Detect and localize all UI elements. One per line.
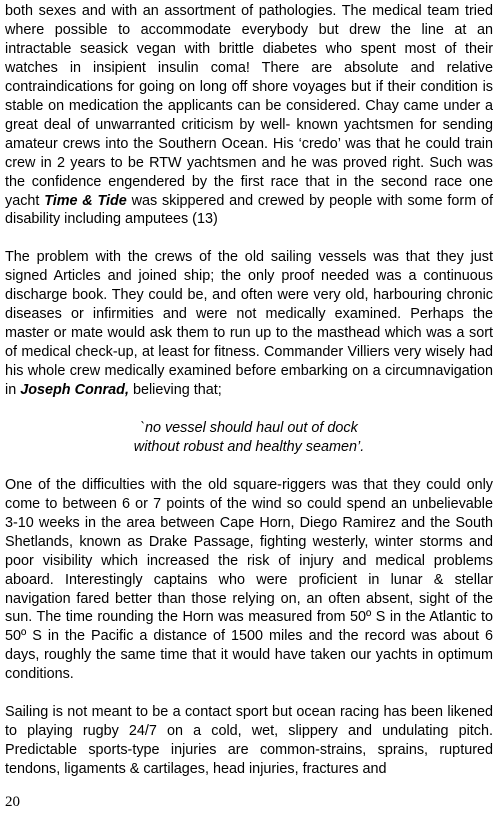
paragraph-crew-selection [5,2,493,229]
page-number: 20 [5,794,20,810]
paragraph-text: The problem with the crews of the old sailing vessels was that they just signed Articles and joined ship; the only proof needed was a continuous discharge book. They could be, and often were very old, harbouring chronic diseases or infirmities and were not medically examined. Perhaps the master or mate would ask them to run up to the masthead which was a sort of medical check-up, at least for fitness. Commander Villiers very wisely had his whole crew medically examined before embarking on a circumnavigation in [5,249,493,399]
paragraph-old-sailing-crews [5,248,493,400]
quote-line: `no vessel should haul out of dock [140,419,358,436]
document-page [5,2,493,798]
paragraph-text: both sexes and with an assortment of pathologies. The medical team tried where possible to accommodate everybody but drew the line at an intractable seasick vegan with brittle diabetes who spent most of their watches in insipient insulin coma! There are absolute and relative contraindications for going on long off shore voyages but if their condition is stable on medication the applicants can be considered. Chay came under a great deal of unwarranted criticism by well- known yachtsmen for sending amateur crews into the Southern Ocean. His ‘credo’ was that he could train crew in 2 years to be RTW yachtsmen and he was proved right. Such was the confidence engendered by the first race that in the second race one yacht [5,3,493,209]
paragraph-sports-injuries: Sailing is not meant to be a contact sport but ocean racing has been likened to playing rugby 24/7 on a cold, wet, slippery and undulating pitch. Predictable sports-type injuries are common-strains, sprains, ruptured tendons, ligaments & cartilages, head injuries, fractures and [5,704,493,778]
block-quote [5,419,493,457]
paragraph-text: was skippered and crewed by people with some form of disability including amputees (13) [5,192,493,228]
paragraph-square-riggers: One of the difficulties with the old square-riggers was that they could only come to between 6 or 7 points of the wind so could spend an unbelievable 3-10 weeks in the area between Cape Horn, Diego Ramirez and the South Shetlands, known as Drake Passage, fighting westerly, winter storms and poor visibility which increased the risk of injury and medical problems aboard. Interestingly captains who were proficient in lunar & stellar navigation fared better than those relying on, an often absent, sight of the sun. The time rounding the Horn was measured from 50º S in the Atlantic to 50º S in the Pacific a distance of 1500 miles and the record was about 6 days, roughly the same time that it would have taken our yachts in optimum conditions. [5,476,493,683]
ship-name: Joseph Conrad, [20,382,129,399]
yacht-name: Time & Tide [44,192,127,209]
paragraph-text: believing that; [128,382,222,399]
quote-line: without robust and healthy seamen’. [133,438,365,455]
